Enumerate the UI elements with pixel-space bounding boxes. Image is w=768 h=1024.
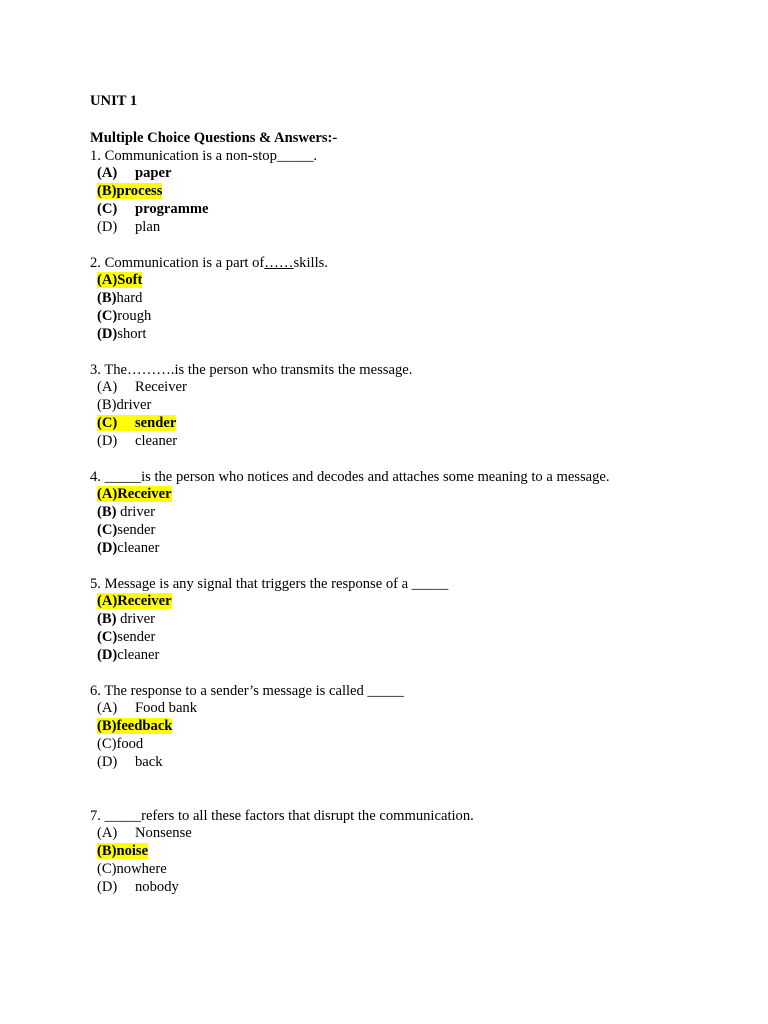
q3-option-d — [97, 433, 177, 450]
q4-option-c — [97, 522, 155, 539]
question-5-blank: _____ — [411, 576, 449, 592]
question-6-blank: _____ — [367, 683, 404, 699]
question-5 — [90, 576, 448, 593]
question-7-text-end: refers to all these factors that disrupt the communication. — [141, 808, 474, 824]
q2-option-a-correct — [97, 272, 142, 289]
q5-option-a-correct — [97, 593, 172, 610]
question-1-blank: _____ — [276, 148, 314, 164]
option-label: (D) — [97, 219, 118, 235]
option-label: (C) — [97, 629, 118, 645]
q1-option-b-correct — [97, 183, 162, 200]
question-2 — [90, 255, 328, 272]
option-label: (D) — [97, 540, 118, 556]
question-2-blank: …… — [264, 255, 294, 271]
q7-option-c — [97, 861, 167, 878]
option-text: food — [116, 736, 144, 752]
option-label: (A) — [97, 379, 118, 395]
question-3-text: 3. The — [90, 362, 128, 378]
option-label: (C) — [97, 736, 117, 752]
q1-option-d — [97, 219, 160, 236]
option-text: cleaner — [117, 647, 160, 663]
q6-option-a — [97, 700, 197, 717]
option-label: (D) — [97, 754, 118, 770]
question-4-text: 4. — [90, 469, 105, 485]
q6-option-d — [97, 754, 163, 771]
q5-option-d — [97, 647, 159, 664]
option-text: Receiver — [135, 379, 187, 395]
q4-option-a-correct — [97, 486, 172, 503]
option-label: (C) — [97, 201, 118, 217]
q2-option-d — [97, 326, 146, 343]
option-text: process — [116, 183, 163, 199]
q6-option-b-correct — [97, 718, 172, 735]
option-text: noise — [116, 843, 149, 859]
option-text: driver — [116, 397, 152, 413]
option-text: cleaner — [117, 540, 160, 556]
question-4-blank: _____ — [104, 469, 142, 485]
option-text: driver — [116, 504, 155, 520]
option-label: (A) — [97, 700, 118, 716]
q7-option-d — [97, 879, 179, 896]
option-text: back — [135, 754, 163, 770]
option-text: nowhere — [116, 861, 167, 877]
question-7-blank: _____ — [104, 808, 142, 824]
question-2-text-end: skills. — [293, 255, 328, 271]
option-text: Receiver — [117, 486, 172, 502]
option-text: programme — [135, 201, 209, 217]
question-3-blank: ………. — [127, 362, 175, 378]
question-1-text: 1. Communication is a non-stop — [90, 148, 277, 164]
option-label: (C) — [97, 861, 117, 877]
q5-option-b — [97, 611, 155, 628]
option-text: short — [117, 326, 147, 342]
q1-option-c — [97, 201, 209, 218]
option-label: (A) — [97, 272, 118, 288]
option-text: Nonsense — [135, 825, 192, 841]
q7-option-b-correct — [97, 843, 148, 860]
q3-option-c-correct — [97, 415, 176, 432]
option-text: sender — [117, 629, 156, 645]
option-text: plan — [135, 219, 161, 235]
option-text: nobody — [135, 879, 179, 895]
option-text: Soft — [117, 272, 143, 288]
question-1 — [90, 148, 317, 165]
option-text: paper — [135, 165, 172, 181]
option-label: (A) — [97, 486, 118, 502]
question-4 — [90, 469, 610, 486]
option-text: hard — [116, 290, 143, 306]
section-title: Multiple Choice Questions & Answers:- — [90, 130, 338, 146]
option-text: feedback — [116, 718, 173, 734]
q2-option-c — [97, 308, 151, 325]
option-label: (A) — [97, 593, 118, 609]
option-label: (B) — [97, 611, 117, 627]
question-6-text: 6. The response to a sender’s message is called — [90, 683, 368, 699]
q1-option-a — [97, 165, 171, 182]
option-text: rough — [117, 308, 152, 324]
option-label: (B) — [97, 290, 117, 306]
question-4-text-end: is the person who notices and decodes and attaches some meaning to a message. — [141, 469, 610, 485]
option-label: (B) — [97, 843, 117, 859]
option-text: Food bank — [135, 700, 198, 716]
option-label: (D) — [97, 433, 118, 449]
option-label: (C) — [97, 522, 118, 538]
question-7 — [90, 808, 474, 825]
option-text: sender — [117, 522, 156, 538]
option-label: (A) — [97, 165, 118, 181]
option-label: (A) — [97, 825, 118, 841]
question-5-text: 5. Message is any signal that triggers the response of a — [90, 576, 412, 592]
q4-option-b — [97, 504, 155, 521]
q4-option-d — [97, 540, 159, 557]
q5-option-c — [97, 629, 155, 646]
option-label: (D) — [97, 879, 118, 895]
question-7-text: 7. — [90, 808, 105, 824]
q7-option-a — [97, 825, 192, 842]
option-label: (B) — [97, 504, 117, 520]
question-3-text-end: is the person who transmits the message. — [174, 362, 413, 378]
option-label: (C) — [97, 308, 118, 324]
question-1-text-end: . — [313, 148, 318, 164]
q3-option-b — [97, 397, 151, 414]
option-label: (D) — [97, 326, 118, 342]
option-label: (D) — [97, 647, 118, 663]
option-text: sender — [135, 415, 177, 431]
question-2-text: 2. Communication is a part of — [90, 255, 265, 271]
option-label: (B) — [97, 718, 117, 734]
option-label: (C) — [97, 415, 118, 431]
option-label: (B) — [97, 397, 117, 413]
q6-option-c — [97, 736, 143, 753]
option-text: Receiver — [117, 593, 172, 609]
question-6 — [90, 683, 404, 700]
q3-option-a — [97, 379, 187, 396]
question-3 — [90, 362, 412, 379]
option-text: cleaner — [135, 433, 178, 449]
q2-option-b — [97, 290, 142, 307]
option-text: driver — [116, 611, 155, 627]
option-label: (B) — [97, 183, 117, 199]
unit-title: UNIT 1 — [90, 93, 138, 109]
